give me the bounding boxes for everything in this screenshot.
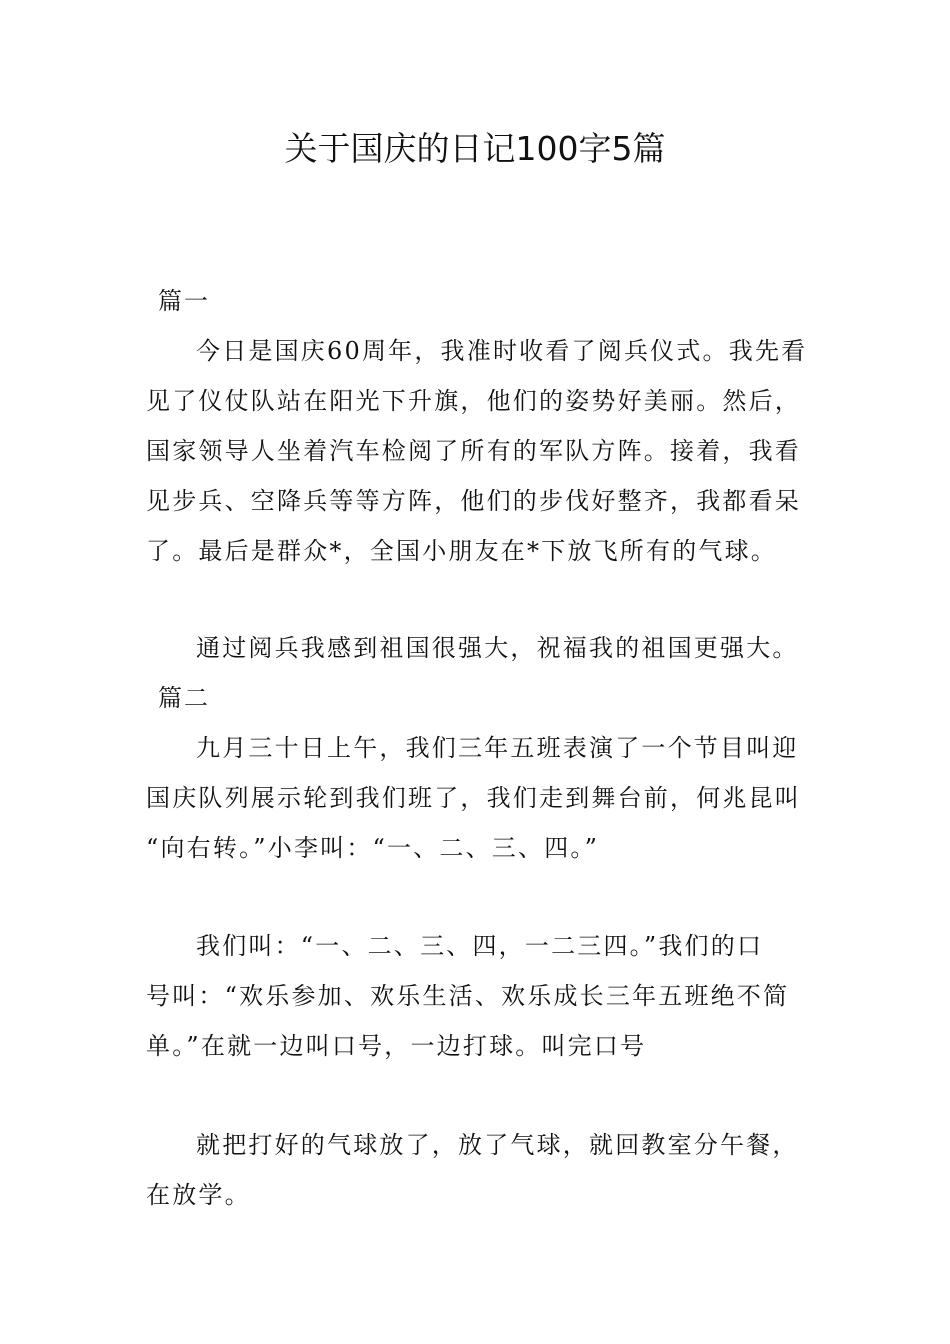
paragraph-line: 九月三十日上午，我们三年五班表演了一个节目叫迎 bbox=[196, 734, 799, 762]
paragraph-line: 就把打好的气球放了，放了气球，就回教室分午餐， bbox=[196, 1131, 799, 1159]
paragraph-line: 在放学。 bbox=[146, 1181, 251, 1209]
paragraph-line: 了。最后是群众*，全国小朋友在*下放飞所有的气球。 bbox=[146, 537, 777, 565]
section-heading-1: 篇一 bbox=[158, 287, 210, 315]
paragraph-line: 国庆队列展示轮到我们班了，我们走到舞台前，何兆昆叫 bbox=[146, 784, 801, 812]
paragraph-line: 号叫：“欢乐参加、欢乐生活、欢乐成长三年五班绝不简 bbox=[146, 982, 790, 1010]
paragraph-line: “向右转。”小李叫：“一、二、三、四。” bbox=[146, 834, 600, 862]
paragraph-line: 国家领导人坐着汽车检阅了所有的军队方阵。接着，我看 bbox=[146, 437, 801, 465]
section-heading-2: 篇二 bbox=[158, 684, 210, 712]
paragraph-line: 我们叫：“一、二、三、四，一二三四。”我们的口 bbox=[196, 932, 764, 960]
paragraph bbox=[146, 723, 810, 873]
paragraph-line: 见步兵、空降兵等等方阵，他们的步伐好整齐，我都看呆 bbox=[146, 487, 801, 515]
paragraph bbox=[146, 326, 810, 576]
paragraph bbox=[146, 1120, 810, 1220]
paragraph-line: 通过阅兵我感到祖国很强大，祝福我的祖国更强大。 bbox=[196, 634, 799, 662]
document-title: 关于国庆的日记100字5篇 bbox=[284, 129, 666, 168]
paragraph-line: 今日是国庆60周年，我准时收看了阅兵仪式。我先看 bbox=[196, 337, 808, 365]
paragraph-line: 见了仪仗队站在阳光下升旗，他们的姿势好美丽。然后， bbox=[146, 387, 801, 415]
paragraph-line: 单。”在就一边叫口号，一边打球。叫完口号 bbox=[146, 1032, 647, 1060]
paragraph bbox=[146, 623, 810, 673]
paragraph bbox=[146, 921, 810, 1071]
